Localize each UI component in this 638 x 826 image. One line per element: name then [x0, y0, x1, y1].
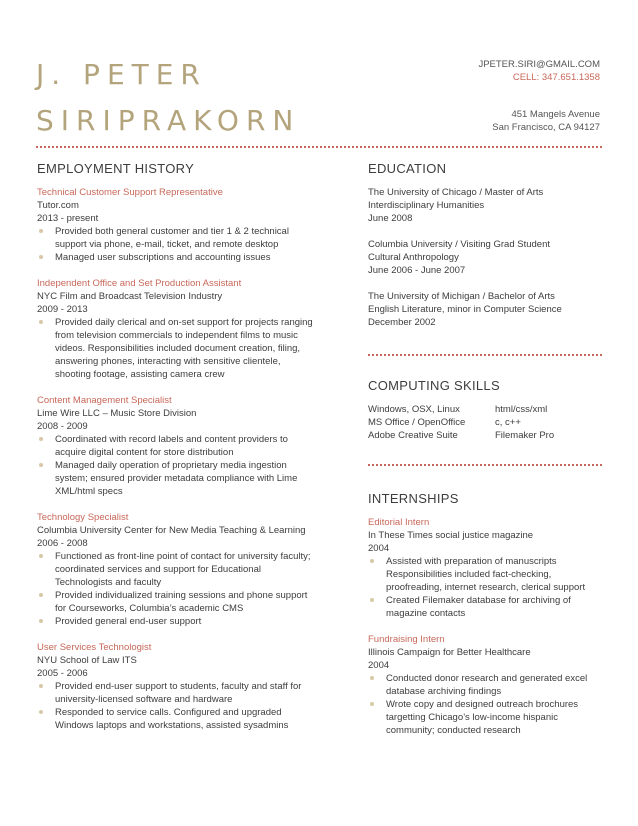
internship-org: In These Times social justice magazine [368, 530, 534, 541]
email[interactable]: JPETER.SIRI@GMAIL.COM [478, 59, 600, 70]
internship-bullet: Created Filemaker database for archiving of magazine contacts [368, 594, 608, 620]
internship-title: Fundraising Intern [368, 634, 445, 645]
skill-item: Filemaker Pro [495, 430, 555, 441]
name-first-line: J. PETER [36, 58, 207, 91]
education-date: June 2008 [368, 213, 413, 224]
job-title: User Services Technologist [37, 642, 152, 653]
job-title: Content Management Specialist [37, 395, 172, 406]
skills-section [368, 377, 608, 442]
skills-divider [368, 464, 602, 466]
job-bullet: Responded to service calls. Configured and upgraded Windows laptops and workstations, assisted sysadmins [37, 706, 317, 732]
education-entry [368, 290, 608, 329]
job-bullet: Provided both general customer and tier 1 & 2 technical support via phone, e-mail, ticket, and remote desktop [37, 225, 317, 251]
education-school: The University of Chicago / Master of Arts [368, 187, 544, 198]
job-bullet: Provided end-user support to students, faculty and staff for university-licensed software and hardware [37, 680, 317, 706]
candidate-name [36, 52, 300, 144]
internships-section [368, 490, 608, 750]
internship-entry [368, 516, 608, 620]
internship-dates: 2004 [368, 543, 390, 554]
internship-org: Illinois Campaign for Better Healthcare [368, 647, 531, 658]
job-dates: 2008 - 2009 [37, 421, 88, 432]
job-org: NYC Film and Broadcast Television Industry [37, 291, 223, 302]
skills-column-1 [368, 403, 495, 442]
job-bullet: Provided general end-user support [37, 615, 317, 628]
internship-bullet: Assisted with preparation of manuscripts Responsibilities included fact-checking, proofreading, internet research, clerical support [368, 555, 608, 594]
job-bullet: Provided daily clerical and on-set support for projects ranging from television commercials to independent films to music videos. Responsibilities included document creation, filing, answering phones, interacting with sensitive clientele, shooting footage, assisting camera crew [37, 316, 317, 381]
skill-item: html/css/xml [495, 404, 548, 415]
job-org: Lime Wire LLC – Music Store Division [37, 408, 197, 419]
education-school: Columbia University / Visiting Grad Student [368, 239, 550, 250]
education-field: Interdisciplinary Humanities [368, 200, 485, 211]
employment-heading: EMPLOYMENT HISTORY [37, 161, 195, 176]
address-line-1: 451 Mangels Avenue [511, 109, 600, 120]
education-heading: EDUCATION [368, 161, 447, 176]
job-entry [37, 394, 317, 498]
job-entry [37, 641, 317, 732]
education-entry [368, 238, 608, 277]
skills-heading: COMPUTING SKILLS [368, 378, 500, 393]
skill-item: Adobe Creative Suite [368, 430, 458, 441]
job-bullet: Managed user subscriptions and accounting issues [37, 251, 317, 264]
job-entry [37, 511, 317, 628]
job-title: Technology Specialist [37, 512, 129, 523]
phone: CELL: 347.651.1358 [512, 72, 600, 83]
internship-entry [368, 633, 608, 737]
skills-column-2 [495, 403, 554, 442]
job-entry [37, 186, 317, 264]
education-school: The University of Michigan / Bachelor of Arts [368, 291, 555, 302]
employment-section [37, 160, 317, 745]
job-bullet: Coordinated with record labels and content providers to acquire digital content for store distribution [37, 433, 317, 459]
internship-title: Editorial Intern [368, 517, 430, 528]
job-dates: 2006 - 2008 [37, 538, 88, 549]
contact-block [478, 58, 600, 134]
job-title: Independent Office and Set Production Assistant [37, 278, 242, 289]
education-entry [368, 186, 608, 225]
header-divider [36, 146, 602, 148]
education-date: June 2006 - June 2007 [368, 265, 466, 276]
internships-heading: INTERNSHIPS [368, 491, 459, 506]
skill-item: c, c++ [495, 417, 521, 428]
education-field: Cultural Anthropology [368, 252, 459, 263]
job-title: Technical Customer Support Representative [37, 187, 223, 198]
address-line-2: San Francisco, CA 94127 [492, 122, 600, 133]
job-dates: 2013 - present [37, 213, 99, 224]
skill-item: Windows, OSX, Linux [368, 404, 460, 415]
job-dates: 2005 - 2006 [37, 668, 88, 679]
internship-bullet: Wrote copy and designed outreach brochures targetting Chicago’s low-income hispanic community; conducted research [368, 698, 608, 737]
education-section [368, 160, 608, 342]
education-date: December 2002 [368, 317, 436, 328]
internship-dates: 2004 [368, 660, 390, 671]
education-field: English Literature, minor in Computer Science [368, 304, 562, 315]
job-org: Tutor.com [37, 200, 79, 211]
job-dates: 2009 - 2013 [37, 304, 88, 315]
skill-item: MS Office / OpenOffice [368, 417, 466, 428]
job-org: NYU School of Law ITS [37, 655, 137, 666]
job-entry [37, 277, 317, 381]
job-bullet: Provided individualized training sessions and phone support for Courseworks, Columbia’s academic CMS [37, 589, 317, 615]
job-bullet: Functioned as front-line point of contact for university faculty; coordinated services and support for Educational Technologists and faculty [37, 550, 317, 589]
job-org: Columbia University Center for New Media Teaching & Learning [37, 525, 306, 536]
skills-grid [368, 403, 608, 442]
job-bullet: Managed daily operation of proprietary media ingestion system; ensured provider metadata compliance with Lime XML/html specs [37, 459, 317, 498]
name-second-line: SIRIPRAKORN [36, 104, 301, 137]
education-divider [368, 354, 602, 356]
internship-bullet: Conducted donor research and generated excel database archiving findings [368, 672, 608, 698]
